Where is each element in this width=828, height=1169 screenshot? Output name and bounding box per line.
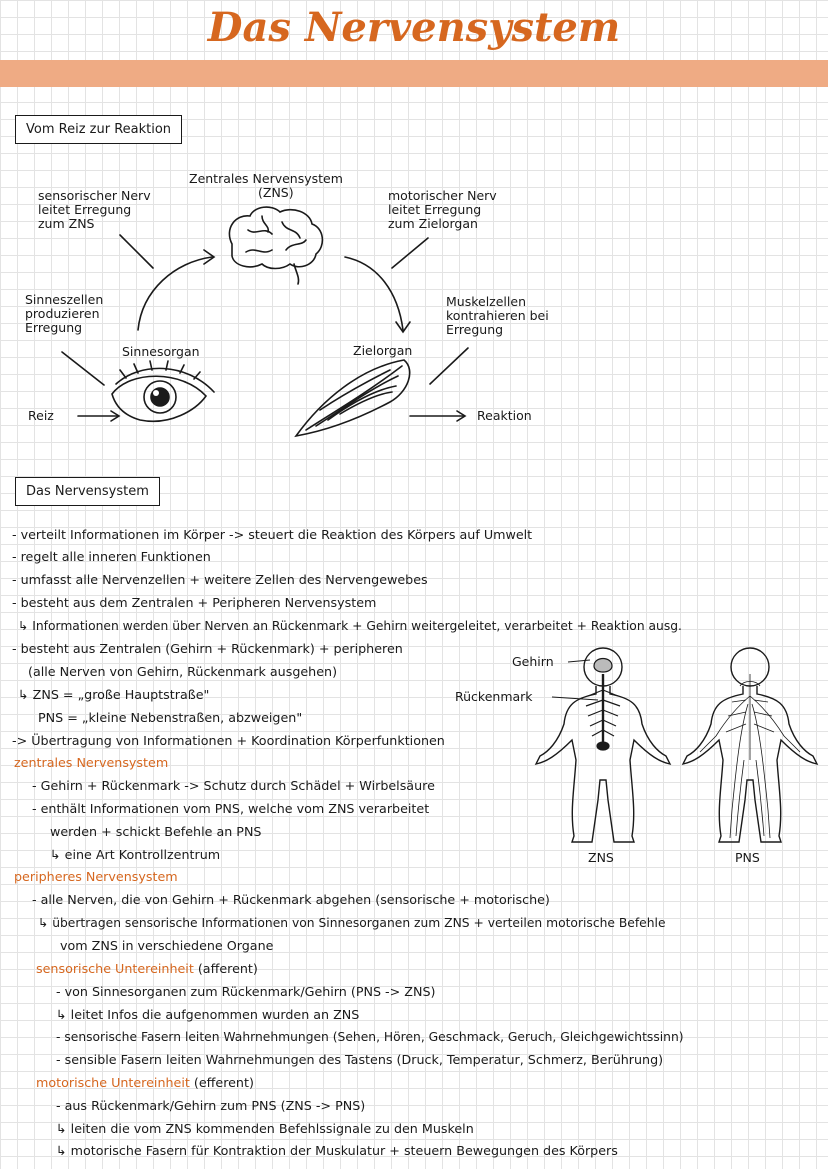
text-line: - umfasst alle Nervenzellen + weitere Zellen des Nervengewebes [12,572,428,587]
pointer-motor-nerve [392,238,428,268]
text-line: - alle Nerven, die von Gehirn + Rückenmark abgehen (sensorische + motorische) [32,892,550,907]
section-heading-nervensystem: Das Nervensystem [15,477,160,506]
subheading-pns: peripheres Nervensystem [14,869,178,884]
fig-pns-label: PNS [735,850,760,865]
pointer-spine [552,697,598,700]
text-line: ↳ leitet Infos die aufgenommen wurden an ZNS [56,1007,360,1022]
arrow-to-target [345,257,403,330]
stimulus-label: Reiz [28,408,54,423]
text-line: - Gehirn + Rückenmark -> Schutz durch Schädel + Wirbelsäure [32,778,435,793]
subheading-zns: zentrales Nervensystem [14,755,169,770]
text-line: PNS = „kleine Nebenstraßen, abzweigen" [38,710,303,725]
fig-zns-label: ZNS [588,850,614,865]
sensory-nerve-note: sensorischer Nerv leitet Erregung zum ZNS [38,188,151,231]
muscle-cells-note: Muskelzellen kontrahieren bei Erregung [446,294,549,337]
target-organ-label: Zielorgan [353,343,413,358]
motor-unit-note: (efferent) [193,1075,254,1090]
text-line: ↳ ZNS = „große Hauptstraße" [18,687,210,702]
text-line: -> Übertragung von Informationen + Koordination Körperfunktionen [12,733,445,748]
pointer-brain [568,660,590,662]
brain-icon [229,207,322,284]
arrow-to-zns [138,257,212,330]
sensory-unit-note: (afferent) [197,961,258,976]
pointer-sensory-cells [62,352,104,385]
text-line: vom ZNS in verschiedene Organe [60,938,274,953]
text-line: ↳ übertragen sensorische Informationen von Sinnesorganen zum ZNS + verteilen motorische Befehle [38,916,666,930]
sensory-unit-title: sensorische Untereinheit [36,961,194,976]
page-title: Das Nervensystem [207,4,621,51]
text-line: - sensible Fasern leiten Wahrnehmungen des Tastens (Druck, Temperatur, Schmerz, Berührung) [56,1052,664,1067]
zns-label: Zentrales Nervensystem [189,171,343,186]
section-heading-reiz-reaktion: Vom Reiz zur Reaktion [15,115,182,144]
eye-icon [112,361,214,421]
fig-spine-label: Rückenmark [455,689,533,704]
zns-abbr: (ZNS) [258,185,294,200]
text-line: - besteht aus dem Zentralen + Peripheren Nervensystem [12,595,377,610]
sense-organ-label: Sinnesorgan [122,344,200,359]
text-line: - verteilt Informationen im Körper -> steuert die Reaktion des Körpers auf Umwelt [12,527,533,542]
text-line: - sensorische Fasern leiten Wahrnehmungen (Sehen, Hören, Geschmack, Geruch, Gleichgewichtssinn) [56,1030,684,1044]
pointer-sensory-nerve [120,235,153,268]
subheading-motor [36,1074,254,1092]
motor-unit-title: motorische Untereinheit [36,1075,190,1090]
sensory-cells-note: Sinneszellen produzieren Erregung [25,292,104,335]
text-line: - regelt alle inneren Funktionen [12,549,211,564]
text-line: - von Sinnesorganen zum Rückenmark/Gehirn (PNS -> ZNS) [56,984,436,999]
text-line: (alle Nerven von Gehirn, Rückenmark ausgehen) [28,664,338,679]
subheading-sensory [36,960,258,978]
text-line: ↳ leiten die vom ZNS kommenden Befehlssignale zu den Muskeln [56,1121,474,1136]
text-line: ↳ motorische Fasern für Kontraktion der Muskulatur + steuern Bewegungen des Körpers [56,1143,618,1158]
text-line: - besteht aus Zentralen (Gehirn + Rückenmark) + peripheren [12,641,403,656]
text-line: ↳ Informationen werden über Nerven an Rückenmark + Gehirn weitergeleitet, verarbeitet + Reaktion ausg. [18,619,682,633]
text-line: - aus Rückenmark/Gehirn zum PNS (ZNS -> PNS) [56,1098,366,1113]
reaction-label: Reaktion [477,408,532,423]
text-line: werden + schickt Befehle an PNS [50,824,262,839]
motor-nerve-note: motorischer Nerv leitet Erregung zum Zielorgan [388,188,497,231]
muscle-icon [296,360,410,436]
fig-brain-label: Gehirn [512,654,554,669]
pointer-muscle-cells [430,348,468,384]
text-line: ↳ eine Art Kontrollzentrum [50,847,221,862]
text-line: - enthält Informationen vom PNS, welche vom ZNS verarbeitet [32,801,430,816]
